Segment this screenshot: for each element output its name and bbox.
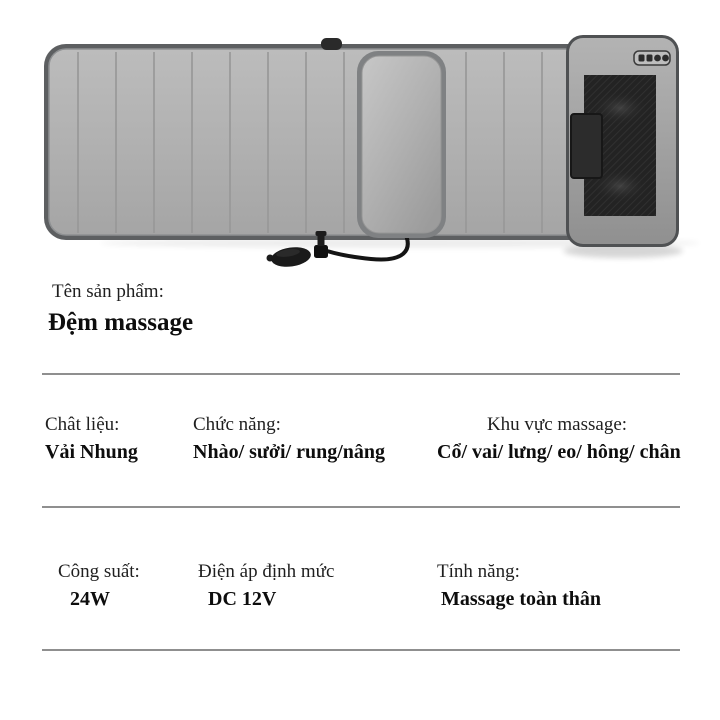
strap-tab: [321, 38, 342, 50]
spec-material-value: Vải Nhung: [45, 441, 138, 463]
divider: [42, 506, 680, 508]
spec-massage-area-value: Cổ/ vai/ lưng/ eo/ hông/ chân: [437, 441, 681, 463]
divider: [42, 373, 680, 375]
massage-mat: [44, 38, 640, 240]
spec-massage-area: [437, 411, 681, 467]
massage-head-unit: [566, 35, 679, 247]
spec-voltage-value: DC 12V: [208, 588, 277, 610]
pocket-patch: [571, 114, 602, 178]
spec-power-label: Công suất:: [58, 561, 140, 582]
spec-voltage: [198, 558, 334, 614]
spec-voltage-label: Điện áp định mức: [198, 561, 335, 582]
spec-material: [45, 411, 138, 467]
divider: [42, 649, 680, 651]
spec-power: [58, 558, 140, 614]
spec-material-label: Chât liệu:: [45, 414, 120, 435]
spec-function-label: Chức năng:: [193, 414, 281, 435]
pillow: [357, 51, 446, 238]
massage-mat-illustration: [0, 0, 720, 280]
spec-feature-value: Massage toàn thân: [441, 588, 602, 610]
control-buttons-icon: [634, 51, 670, 65]
spec-power-value: 24W: [70, 588, 110, 610]
product-name: Đệm massage: [48, 309, 194, 336]
spec-feature: [437, 558, 601, 614]
spec-feature-label: Tính năng:: [437, 561, 520, 582]
product-photo: [0, 0, 720, 280]
spec-function-value: Nhào/ sưởi/ rung/nâng: [193, 441, 386, 463]
product-name-label: Tên sản phẩm:: [52, 281, 164, 302]
spec-function: [193, 411, 385, 467]
spec-massage-area-label: Khu vực massage:: [486, 414, 628, 435]
